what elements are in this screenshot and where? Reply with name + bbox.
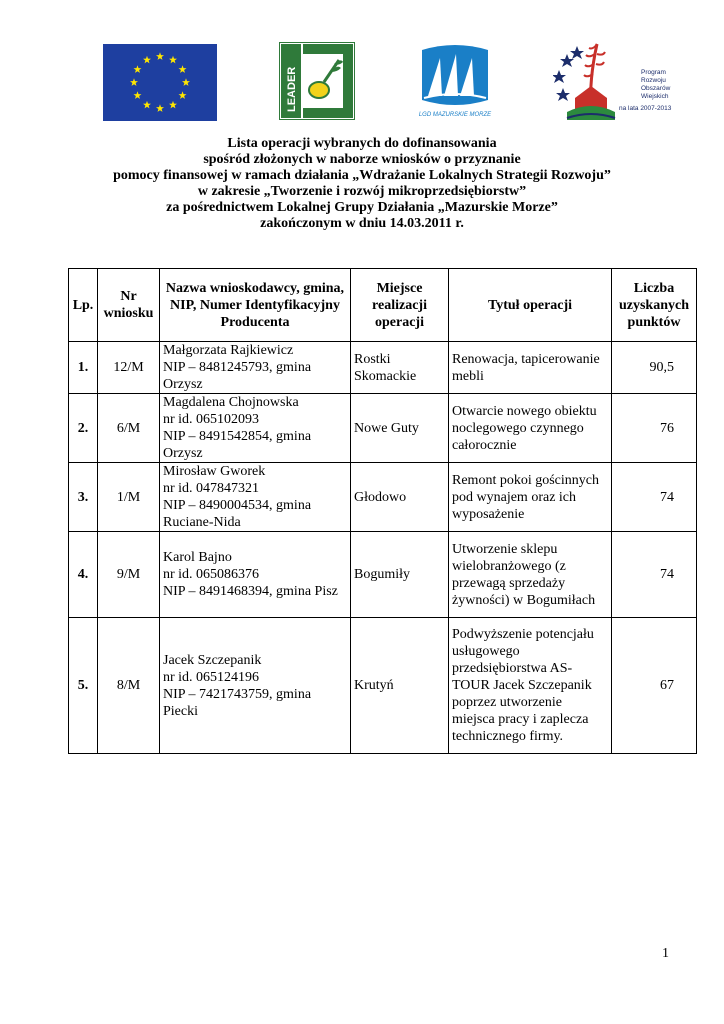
prow-logo-text xyxy=(619,69,672,112)
eu-flag-logo xyxy=(103,44,217,121)
document-title xyxy=(0,136,724,232)
header-nr-wniosku: Nr wniosku xyxy=(98,269,160,342)
row-operation-title: Renowacja, tapicerowanie mebli xyxy=(449,342,612,394)
prow-line-1: Program xyxy=(641,69,666,76)
row-nr: 9/M xyxy=(98,532,160,618)
table-row xyxy=(69,532,697,618)
header-location: Miejsce realizacji operacji xyxy=(351,269,449,342)
table-row xyxy=(69,342,697,394)
title-line-4: w zakresie „Tworzenie i rozwój mikroprzedsiębiorstw” xyxy=(197,184,527,199)
row-nr: 12/M xyxy=(98,342,160,394)
row-nr: 6/M xyxy=(98,394,160,463)
row-location: Głodowo xyxy=(351,463,449,532)
table-row xyxy=(69,463,697,532)
row-applicant: Magdalena Chojnowska nr id. 065102093 NIP – 8491542854, gmina Orzysz xyxy=(160,394,351,463)
table-header-row xyxy=(69,269,697,342)
row-operation-title: Remont pokoi gościnnych pod wynajem oraz ich wyposażenie xyxy=(449,463,612,532)
row-location: Rostki Skomackie xyxy=(351,342,449,394)
row-lp: 4. xyxy=(69,532,98,618)
row-nr: 1/M xyxy=(98,463,160,532)
header-points: Liczba uzyskanych punktów xyxy=(612,269,697,342)
row-lp: 3. xyxy=(69,463,98,532)
lgd-logo-text: LGD MAZURSKIE MORZE xyxy=(418,112,492,118)
title-line-6: zakończonym w dniu 14.03.2011 r. xyxy=(260,216,464,231)
row-applicant: Karol Bajno nr id. 065086376 NIP – 8491468394, gmina Pisz xyxy=(160,532,351,618)
row-lp: 1. xyxy=(69,342,98,394)
prow-line-3: Obszarów xyxy=(641,85,671,92)
title-line-2: spośród złożonych w naborze wniosków o przyznanie xyxy=(203,152,521,167)
leader-logo-text: LEADER xyxy=(286,66,298,112)
row-location: Nowe Guty xyxy=(351,394,449,463)
row-operation-title: Podwyższenie potencjału usługowego przedsiębiorstwa AS-TOUR Jacek Szczepanik poprzez utworzenie miejsca pracy i zaplecza technicznego firmy. xyxy=(449,618,612,754)
lgd-mazurskie-morze-logo xyxy=(418,40,492,120)
row-nr: 8/M xyxy=(98,618,160,754)
row-operation-title: Otwarcie nowego obiektu noclegowego czynnego całorocznie xyxy=(449,394,612,463)
row-applicant: Jacek Szczepanik nr id. 065124196 NIP – 7421743759, gmina Piecki xyxy=(160,618,351,754)
row-operation-title: Utworzenie sklepu wielobranżowego (z przewagą sprzedaży żywności) w Bogumiłach xyxy=(449,532,612,618)
row-points: 74 xyxy=(612,532,697,618)
row-applicant: Małgorzata Rajkiewicz NIP – 8481245793, gmina Orzysz xyxy=(160,342,351,394)
title-line-5: za pośrednictwem Lokalnej Grupy Działania „Mazurskie Morze” xyxy=(166,200,558,215)
row-location: Bogumiły xyxy=(351,532,449,618)
operations-table xyxy=(68,268,697,754)
header-applicant: Nazwa wnioskodawcy, gmina, NIP, Numer Identyfikacyjny Producenta xyxy=(160,269,351,342)
prow-line-4: Wiejskich xyxy=(641,93,669,100)
table-row xyxy=(69,618,697,754)
prow-logo xyxy=(553,40,678,124)
page-number: 1 xyxy=(662,946,669,961)
row-applicant: Mirosław Gworek nr id. 047847321 NIP – 8490004534, gmina Ruciane-Nida xyxy=(160,463,351,532)
row-points: 76 xyxy=(612,394,697,463)
row-lp: 2. xyxy=(69,394,98,463)
title-line-3: pomocy finansowej w ramach działania „Wdrażanie Lokalnych Strategii Rozwoju” xyxy=(113,168,611,183)
header-operation-title: Tytuł operacji xyxy=(449,269,612,342)
leader-logo xyxy=(279,42,355,120)
row-points: 67 xyxy=(612,618,697,754)
logo-strip xyxy=(0,40,724,124)
prow-line-2: Rozwoju xyxy=(641,77,666,84)
row-location: Krutyń xyxy=(351,618,449,754)
header-lp: Lp. xyxy=(69,269,98,342)
title-line-1: Lista operacji wybranych do dofinansowania xyxy=(227,136,497,151)
row-points: 90,5 xyxy=(612,342,697,394)
row-lp: 5. xyxy=(69,618,98,754)
table-row xyxy=(69,394,697,463)
prow-line-5: na lata 2007-2013 xyxy=(619,105,672,112)
row-points: 74 xyxy=(612,463,697,532)
